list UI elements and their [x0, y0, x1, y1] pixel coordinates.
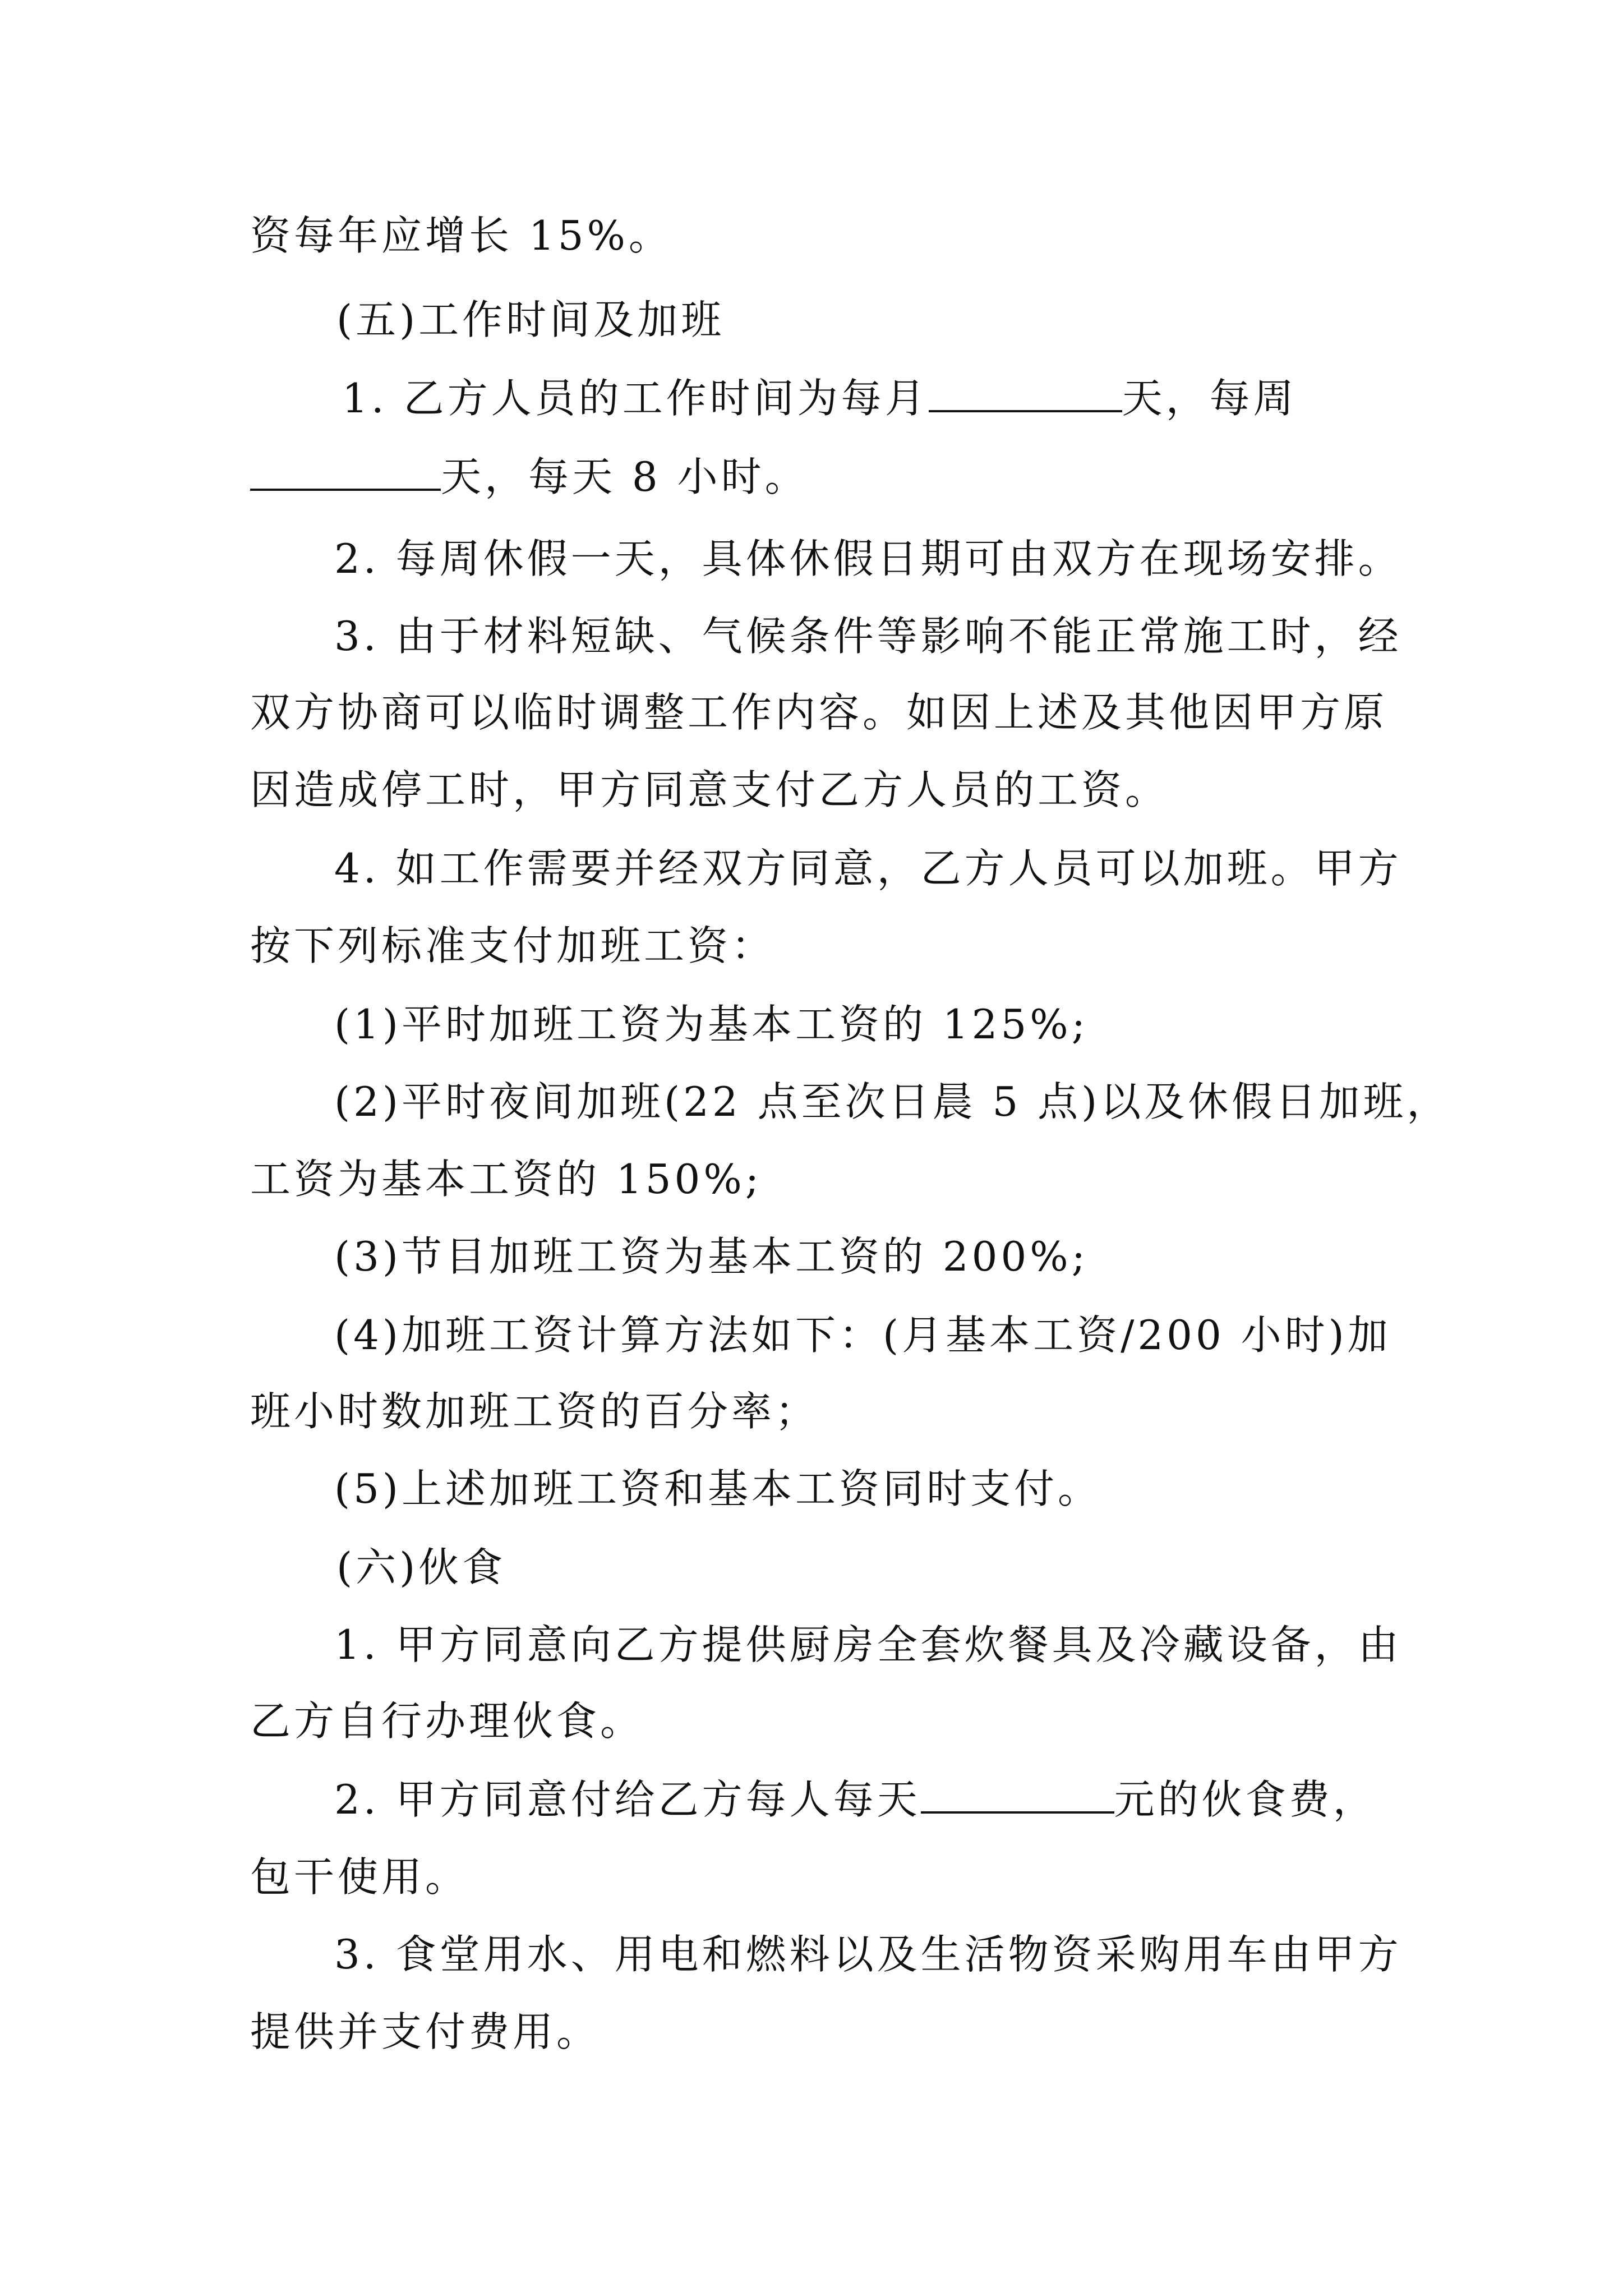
text-segment: 元的伙食费，	[1114, 1776, 1377, 1823]
text-line: (2)平时夜间加班(22 点至次日晨 5 点)以及休假日加班，	[334, 1078, 1451, 1125]
text-line	[334, 1772, 1377, 1828]
text-line: 3. 由于材料短缺、气候条件等影响不能正常施工时，经	[334, 613, 1402, 660]
fill-in-blank	[921, 1772, 1114, 1814]
fill-in-blank	[250, 449, 441, 491]
text-line: 乙方自行办理伙食。	[250, 1697, 644, 1745]
text-line: 提供并支付费用。	[250, 2008, 601, 2055]
text-segment: 2. 甲方同意付给乙方每人每天	[334, 1776, 921, 1823]
text-line: 按下列标准支付加班工资：	[250, 922, 776, 969]
text-segment: 天，每天 8 小时。	[441, 453, 809, 500]
text-line: 班小时数加班工资的百分率；	[250, 1388, 819, 1435]
text-line: 3. 食堂用水、用电和燃料以及生活物资采购用车由甲方	[334, 1931, 1402, 1978]
text-segment: 天，每周	[1122, 375, 1297, 422]
text-line: 2. 每周休假一天，具体休假日期可由双方在现场安排。	[334, 535, 1402, 582]
text-line: 资每年应增长 15%。	[250, 212, 672, 259]
text-line: (4)加班工资计算方法如下：(月基本工资/200 小时)加	[334, 1312, 1391, 1359]
text-line: (3)节目加班工资为基本工资的 200%;	[334, 1233, 1089, 1280]
fill-in-blank	[929, 371, 1122, 412]
section-heading: (六)伙食	[336, 1544, 506, 1591]
text-line: 双方协商可以临时调整工作内容。如因上述及其他因甲方原	[250, 689, 1388, 736]
text-line: 1. 甲方同意向乙方提供厨房全套炊餐具及冷藏设备，由	[334, 1621, 1402, 1668]
text-line	[250, 449, 809, 505]
text-line: (1)平时加班工资为基本工资的 125%;	[334, 1001, 1089, 1048]
text-line: 4. 如工作需要并经双方同意，乙方人员可以加班。甲方	[334, 845, 1402, 892]
text-line: 包干使用。	[250, 1853, 469, 1901]
text-line: (5)上述加班工资和基本工资同时支付。	[334, 1465, 1101, 1512]
text-line	[342, 370, 1297, 426]
text-line: 因造成停工时，甲方同意支付乙方人员的工资。	[250, 766, 1169, 813]
section-heading: (五)工作时间及加班	[336, 296, 725, 343]
text-segment: 1. 乙方人员的工作时间为每月	[342, 375, 929, 422]
text-line: 工资为基本工资的 150%;	[250, 1156, 762, 1203]
